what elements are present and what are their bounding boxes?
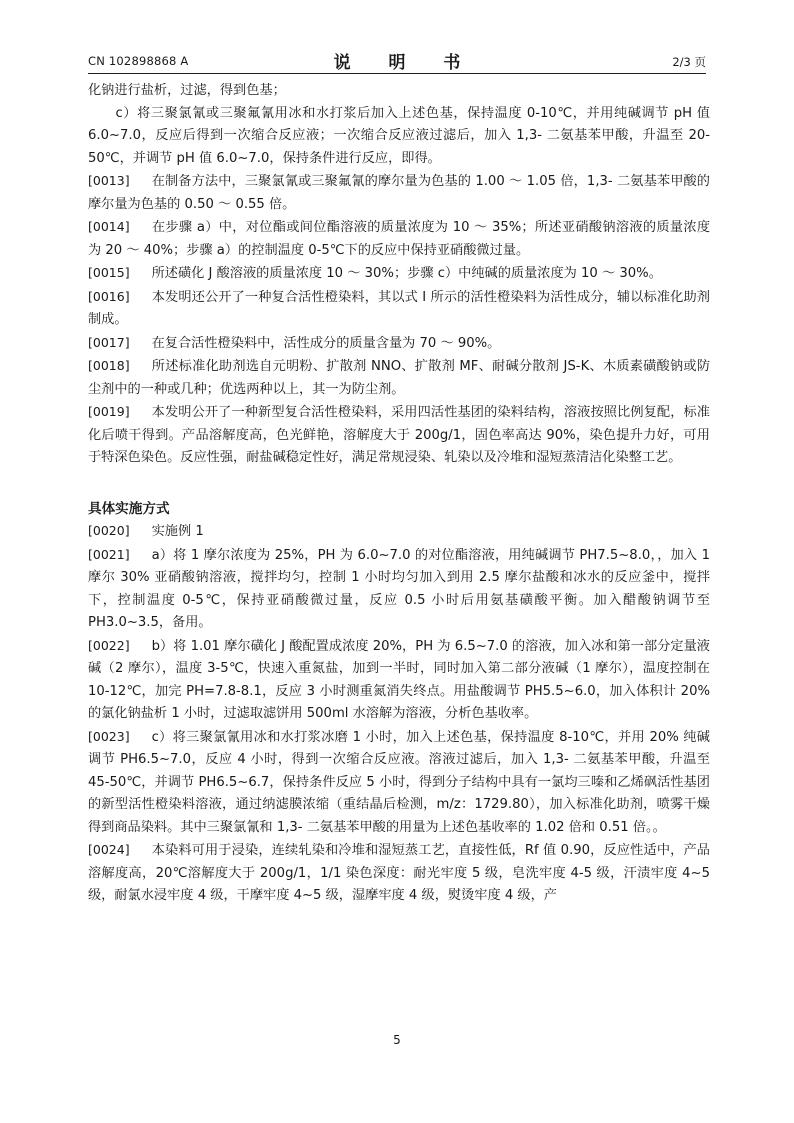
paragraph-text: b）将 1.01 摩尔磺化 J 酸配置成浓度 20%，PH 为 6.5~7.0 的溶液，加入冰和第一部分定量液碱（2 摩尔），温度 3-5℃，快速入重氮盐，加到一半时，同时加入第二部分液碱（1 摩尔），温度控制在 10-12℃，加完 PH=7.8-8.1，反应 3 小时测重氮消失终点。用盐酸调节 PH5.5~6.0，加入体积计 20% 的氯化钠盐析 1 小时，过滤取滤饼用 500ml 水溶解为溶液，分析色基收率。 xyxy=(88,638,710,721)
paragraph-list xyxy=(88,520,710,908)
document-title: 说 明 书 xyxy=(333,53,477,73)
header-rule xyxy=(88,73,706,74)
paragraph xyxy=(88,544,710,635)
paragraph-text: 所述磺化 J 酸溶液的质量浓度 10 ～ 30%；步骤 c）中纯碱的质量浓度为 10 ～ 30%。 xyxy=(151,266,662,281)
paragraph-list xyxy=(88,80,710,470)
document-body xyxy=(88,80,710,908)
paragraph-text: 实施例 1 xyxy=(151,524,204,539)
document-number: CN 102898868 A xyxy=(88,54,189,68)
paragraph xyxy=(88,726,710,840)
paragraph xyxy=(88,80,710,103)
paragraph xyxy=(88,332,710,356)
paragraph xyxy=(88,262,710,286)
page-info: 2/3 页 xyxy=(672,55,706,69)
paragraph xyxy=(88,170,710,216)
paragraph-text: 本发明还公开了一种复合活性橙染料，其以式 I 所示的活性橙染料为活性成分，辅以标准化助剂制成。 xyxy=(88,289,710,327)
paragraph-text: 在制备方法中，三聚氯氰或三聚氟氰的摩尔量为色基的 1.00 ～ 1.05 倍，1,3- 二氨基苯甲酸的摩尔量为色基的 0.50 ～ 0.55 倍。 xyxy=(88,174,710,212)
paragraph-text: c）将三聚氯氰或三聚氟氰用冰和水打浆后加入上述色基，保持温度 0-10℃，并用纯碱调节 pH 值 6.0~7.0，反应后得到一次缩合反应液；一次缩合反应液过滤后，加入 1,3- 二氨基苯甲酸，升温至 20-50℃，并调节 pH 值 6.0~7.0，保持条件进行反应，即得。 xyxy=(88,105,710,166)
paragraph xyxy=(88,839,710,908)
paragraph xyxy=(88,103,710,171)
paragraph-text: 本发明公开了一种新型复合活性橙染料，采用四活性基团的染料结构，溶液按照比例复配，标准化后喷干得到。产品溶解度高，色光鲜艳，溶解度大于 200g/1，固色率高达 90%，染色提升力好，可用于特深色染色。反应性强，耐盐碱稳定性好，满足常规浸染、轧染以及冷堆和湿短蒸清洁化染整工艺。 xyxy=(88,405,710,465)
paragraph-number: [0013] xyxy=(88,173,130,188)
paragraph xyxy=(88,286,710,332)
paragraph-number: [0015] xyxy=(88,265,130,280)
paragraph xyxy=(88,355,710,401)
paragraph xyxy=(88,635,710,726)
paragraph-number: [0021] xyxy=(88,546,130,562)
page-header xyxy=(88,48,706,73)
paragraph-number: [0024] xyxy=(88,842,130,857)
paragraph-text: 本染料可用于浸染，连续轧染和冷堆和湿短蒸工艺，直接性低，Rf 值 0.90，反应性适中，产品溶解度高，20℃溶解度大于 200g/1，1/1 染色深度：耐光牢度 5 级，皂洗牢度 4-5 级，汗渍牢度 4~5 级，耐氯水浸牢度 4 级，干摩牢度 4~5 级，湿摩牢度 4 级，熨烫牢度 4 级，产 xyxy=(88,843,710,903)
paragraph-number: [0016] xyxy=(88,288,130,304)
paragraph-text: 在步骤 a）中，对位酯或间位酯溶液的质量浓度为 10 ～ 35%；所述亚硝酸钠溶液的质量浓度为 20 ～ 40%；步骤 a）的控制温度 0-5℃下的反应中保持亚硝酸微过量。 xyxy=(88,220,710,258)
paragraph-text: 化钠进行盐析，过滤，得到色基； xyxy=(88,83,286,98)
section-title: 具体实施方式 xyxy=(88,500,170,517)
paragraph-number: [0023] xyxy=(88,728,130,744)
paragraph-text: 在复合活性橙染料中，活性成分的质量含量为 70 ～ 90%。 xyxy=(151,335,501,351)
paragraph-number: [0018] xyxy=(88,358,130,373)
paragraph-text: 所述标准化助剂选自元明粉、扩散剂 NNO、扩散剂 MF、耐碱分散剂 JS-K、木质素磺酸钠或防尘剂中的一种或几种；优选两种以上，其一为防尘剂。 xyxy=(88,359,710,397)
paragraph-number: [0017] xyxy=(88,334,130,350)
paragraph-text: c）将三聚氯氰用冰和水打浆冰磨 1 小时，加入上述色基，保持温度 8-10℃，并用 20% 纯碱调节 PH6.5~7.0，反应 4 小时，得到一次缩合反应液。溶液过滤后，加入 1,3- 二氨基苯甲酸，升温至 45-50℃，并调节 PH6.5~6.7，保持条件反应 5 小时，得到分子结构中具有一氯均三嗪和乙烯砜活性基团的新型活性橙染料溶液，通过纳滤膜浓缩（重结晶后检测，m/z：1729.80），加入标准化助剂，喷雾干燥得到商品染料。其中三聚氯氰和 1,3- 二氨基苯甲酸的用量为上述色基收率的 1.02 倍和 0.51 倍。。 xyxy=(88,729,710,835)
paragraph-number: [0019] xyxy=(88,404,130,419)
paragraph-number: [0022] xyxy=(88,637,130,653)
page-number: 5 xyxy=(393,1033,401,1047)
paragraph xyxy=(88,520,710,544)
paragraph-text: a）将 1 摩尔浓度为 25%，PH 为 6.0~7.0 的对位酯溶液，用纯碱调节 PH7.5~8.0，，加入 1 摩尔 30% 亚硝酸钠溶液，搅拌均匀，控制 1 小时均匀加入到用 2.5 摩尔盐酸和冰水的反应釜中，搅拌下，控制温度 0-5℃，保持亚硝酸微过量，反应 0.5 小时后用氨基磺酸平衡。加入醋酸钠调节至 PH3.0~3.5，备用。 xyxy=(88,547,710,630)
paragraph-number: [0014] xyxy=(88,219,130,234)
paragraph xyxy=(88,401,710,470)
paragraph-number: [0020] xyxy=(88,523,130,538)
paragraph xyxy=(88,216,710,262)
